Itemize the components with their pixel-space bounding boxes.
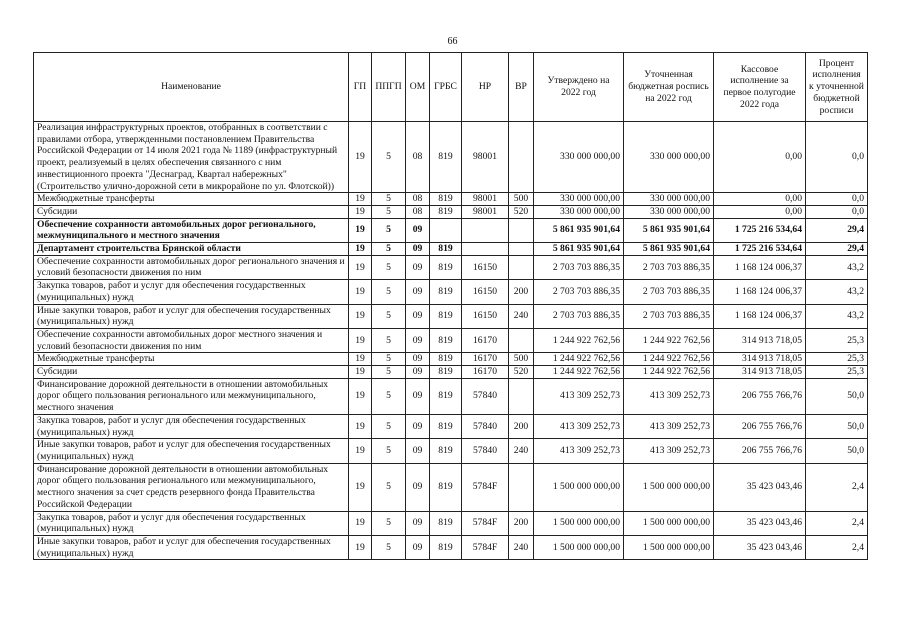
cell-np: 98001 bbox=[462, 205, 509, 218]
cell-refined: 2 703 703 886,35 bbox=[624, 280, 714, 304]
cell-name: Финансирование дорожной деятельности в отношении автомобильных дорог общего пользования регионального или межмуниципального, местного значения bbox=[34, 378, 349, 414]
cell-om: 09 bbox=[406, 439, 430, 463]
cell-refined: 1 500 000 000,00 bbox=[624, 463, 714, 511]
table-row bbox=[34, 535, 868, 559]
cell-om: 09 bbox=[406, 328, 430, 352]
cell-ppgp: 5 bbox=[372, 414, 406, 438]
cell-percent: 25,3 bbox=[806, 366, 868, 379]
cell-cash: 0,00 bbox=[714, 205, 806, 218]
table-row bbox=[34, 511, 868, 535]
cell-approved: 1 244 922 762,56 bbox=[534, 366, 624, 379]
table-row bbox=[34, 378, 868, 414]
header-ppgp: ППГП bbox=[372, 53, 406, 122]
cell-percent: 29,4 bbox=[806, 218, 868, 242]
cell-om: 09 bbox=[406, 511, 430, 535]
cell-gp: 19 bbox=[349, 414, 372, 438]
cell-gp: 19 bbox=[349, 280, 372, 304]
cell-percent: 2,4 bbox=[806, 511, 868, 535]
cell-ppgp: 5 bbox=[372, 328, 406, 352]
cell-gp: 19 bbox=[349, 378, 372, 414]
cell-approved: 1 500 000 000,00 bbox=[534, 463, 624, 511]
cell-refined: 2 703 703 886,35 bbox=[624, 255, 714, 279]
cell-ppgp: 5 bbox=[372, 255, 406, 279]
cell-ppgp: 5 bbox=[372, 366, 406, 379]
cell-np: 98001 bbox=[462, 193, 509, 206]
cell-gp: 19 bbox=[349, 304, 372, 328]
cell-vr bbox=[509, 218, 534, 242]
cell-grbs: 819 bbox=[430, 243, 462, 256]
cell-vr bbox=[509, 463, 534, 511]
cell-grbs: 819 bbox=[430, 205, 462, 218]
cell-ppgp: 5 bbox=[372, 353, 406, 366]
cell-approved: 5 861 935 901,64 bbox=[534, 218, 624, 242]
cell-name: Межбюджетные трансферты bbox=[34, 193, 349, 206]
table-header-row bbox=[34, 53, 868, 122]
cell-ppgp: 5 bbox=[372, 439, 406, 463]
cell-refined: 413 309 252,73 bbox=[624, 378, 714, 414]
cell-refined: 413 309 252,73 bbox=[624, 414, 714, 438]
cell-refined: 413 309 252,73 bbox=[624, 439, 714, 463]
cell-om: 09 bbox=[406, 280, 430, 304]
cell-gp: 19 bbox=[349, 122, 372, 193]
cell-name: Обеспечение сохранности автомобильных дорог регионального, межмуниципального и местного значения bbox=[34, 218, 349, 242]
cell-name: Закупка товаров, работ и услуг для обеспечения государственных (муниципальных) нужд bbox=[34, 280, 349, 304]
cell-np: 98001 bbox=[462, 122, 509, 193]
table-row bbox=[34, 366, 868, 379]
table-row bbox=[34, 328, 868, 352]
cell-grbs: 819 bbox=[430, 439, 462, 463]
cell-grbs: 819 bbox=[430, 255, 462, 279]
cell-refined: 1 244 922 762,56 bbox=[624, 366, 714, 379]
cell-gp: 19 bbox=[349, 439, 372, 463]
cell-grbs: 819 bbox=[430, 304, 462, 328]
cell-grbs: 819 bbox=[430, 414, 462, 438]
cell-vr: 500 bbox=[509, 353, 534, 366]
cell-ppgp: 5 bbox=[372, 205, 406, 218]
cell-name: Обеспечение сохранности автомобильных дорог регионального значения и условий безопасности движения по ним bbox=[34, 255, 349, 279]
cell-ppgp: 5 bbox=[372, 378, 406, 414]
header-gp: ГП bbox=[349, 53, 372, 122]
cell-cash: 1 725 216 534,64 bbox=[714, 243, 806, 256]
cell-approved: 1 244 922 762,56 bbox=[534, 353, 624, 366]
cell-vr: 200 bbox=[509, 414, 534, 438]
cell-ppgp: 5 bbox=[372, 280, 406, 304]
cell-name: Закупка товаров, работ и услуг для обеспечения государственных (муниципальных) нужд bbox=[34, 414, 349, 438]
cell-cash: 206 755 766,76 bbox=[714, 439, 806, 463]
cell-grbs bbox=[430, 218, 462, 242]
cell-gp: 19 bbox=[349, 535, 372, 559]
cell-refined: 330 000 000,00 bbox=[624, 122, 714, 193]
cell-gp: 19 bbox=[349, 353, 372, 366]
cell-percent: 50,0 bbox=[806, 378, 868, 414]
cell-percent: 0,0 bbox=[806, 205, 868, 218]
cell-cash: 35 423 043,46 bbox=[714, 463, 806, 511]
cell-gp: 19 bbox=[349, 366, 372, 379]
cell-om: 09 bbox=[406, 255, 430, 279]
cell-np: 5784F bbox=[462, 463, 509, 511]
cell-name: Иные закупки товаров, работ и услуг для обеспечения государственных (муниципальных) нужд bbox=[34, 535, 349, 559]
cell-grbs: 819 bbox=[430, 463, 462, 511]
cell-approved: 1 244 922 762,56 bbox=[534, 328, 624, 352]
cell-approved: 2 703 703 886,35 bbox=[534, 255, 624, 279]
cell-cash: 314 913 718,05 bbox=[714, 366, 806, 379]
cell-gp: 19 bbox=[349, 218, 372, 242]
cell-refined: 1 500 000 000,00 bbox=[624, 511, 714, 535]
cell-name: Закупка товаров, работ и услуг для обеспечения государственных (муниципальных) нужд bbox=[34, 511, 349, 535]
cell-ppgp: 5 bbox=[372, 193, 406, 206]
cell-np: 5784F bbox=[462, 511, 509, 535]
cell-np: 16170 bbox=[462, 366, 509, 379]
cell-gp: 19 bbox=[349, 193, 372, 206]
cell-vr: 500 bbox=[509, 193, 534, 206]
cell-approved: 413 309 252,73 bbox=[534, 414, 624, 438]
header-vr: ВР bbox=[509, 53, 534, 122]
table-row bbox=[34, 439, 868, 463]
cell-approved: 413 309 252,73 bbox=[534, 378, 624, 414]
cell-grbs: 819 bbox=[430, 511, 462, 535]
cell-percent: 2,4 bbox=[806, 463, 868, 511]
cell-gp: 19 bbox=[349, 328, 372, 352]
cell-grbs: 819 bbox=[430, 535, 462, 559]
cell-percent: 0,0 bbox=[806, 193, 868, 206]
cell-name: Реализация инфраструктурных проектов, отобранных в соответствии с правилами отбора, утвержденными постановлением Правительства Российской Федерации от 14 июля 2021 года № 1189 (инфраструктурный проект, реализуемый в целях обеспечения связанного с ним инвестиционного проекта "Деснаград, Квартал набережных" (Строительство улично-дорожной сети в микрорайоне по ул. Флотской)) bbox=[34, 122, 349, 193]
cell-approved: 2 703 703 886,35 bbox=[534, 280, 624, 304]
cell-cash: 314 913 718,05 bbox=[714, 328, 806, 352]
header-name: Наименование bbox=[34, 53, 349, 122]
cell-ppgp: 5 bbox=[372, 304, 406, 328]
header-np: НР bbox=[462, 53, 509, 122]
cell-om: 09 bbox=[406, 463, 430, 511]
cell-np: 16150 bbox=[462, 280, 509, 304]
cell-vr bbox=[509, 328, 534, 352]
header-grbs: ГРБС bbox=[430, 53, 462, 122]
header-cash: Кассовое исполнение за первое полугодие 2022 года bbox=[714, 53, 806, 122]
cell-cash: 206 755 766,76 bbox=[714, 378, 806, 414]
cell-vr: 240 bbox=[509, 304, 534, 328]
table-row bbox=[34, 463, 868, 511]
cell-cash: 0,00 bbox=[714, 193, 806, 206]
page-number: 66 bbox=[447, 36, 458, 47]
cell-percent: 25,3 bbox=[806, 328, 868, 352]
cell-cash: 206 755 766,76 bbox=[714, 414, 806, 438]
cell-grbs: 819 bbox=[430, 353, 462, 366]
cell-percent: 25,3 bbox=[806, 353, 868, 366]
cell-cash: 1 725 216 534,64 bbox=[714, 218, 806, 242]
cell-om: 09 bbox=[406, 218, 430, 242]
cell-vr bbox=[509, 255, 534, 279]
cell-vr: 240 bbox=[509, 439, 534, 463]
table-row bbox=[34, 193, 868, 206]
cell-gp: 19 bbox=[349, 205, 372, 218]
table-row bbox=[34, 218, 868, 242]
cell-approved: 1 500 000 000,00 bbox=[534, 511, 624, 535]
cell-np: 16150 bbox=[462, 255, 509, 279]
cell-om: 08 bbox=[406, 122, 430, 193]
cell-name: Иные закупки товаров, работ и услуг для обеспечения государственных (муниципальных) нужд bbox=[34, 304, 349, 328]
cell-np: 16170 bbox=[462, 328, 509, 352]
cell-approved: 413 309 252,73 bbox=[534, 439, 624, 463]
cell-name: Межбюджетные трансферты bbox=[34, 353, 349, 366]
cell-cash: 1 168 124 006,37 bbox=[714, 255, 806, 279]
cell-grbs: 819 bbox=[430, 378, 462, 414]
cell-np: 57840 bbox=[462, 378, 509, 414]
table-row bbox=[34, 205, 868, 218]
cell-percent: 0,0 bbox=[806, 122, 868, 193]
cell-ppgp: 5 bbox=[372, 218, 406, 242]
cell-approved: 1 500 000 000,00 bbox=[534, 535, 624, 559]
table-row bbox=[34, 122, 868, 193]
table-row bbox=[34, 414, 868, 438]
cell-refined: 1 244 922 762,56 bbox=[624, 353, 714, 366]
cell-approved: 330 000 000,00 bbox=[534, 122, 624, 193]
cell-approved: 2 703 703 886,35 bbox=[534, 304, 624, 328]
cell-refined: 5 861 935 901,64 bbox=[624, 243, 714, 256]
cell-om: 09 bbox=[406, 378, 430, 414]
header-approved: Утверждено на 2022 год bbox=[534, 53, 624, 122]
table-body bbox=[34, 122, 868, 560]
table-row bbox=[34, 280, 868, 304]
cell-vr bbox=[509, 122, 534, 193]
cell-grbs: 819 bbox=[430, 366, 462, 379]
cell-om: 09 bbox=[406, 243, 430, 256]
cell-ppgp: 5 bbox=[372, 243, 406, 256]
cell-approved: 330 000 000,00 bbox=[534, 205, 624, 218]
cell-vr: 520 bbox=[509, 205, 534, 218]
cell-name: Финансирование дорожной деятельности в отношении автомобильных дорог общего пользования регионального или межмуниципального, местного значения за счет средств резервного фонда Правительства Российской Федерации bbox=[34, 463, 349, 511]
cell-om: 09 bbox=[406, 366, 430, 379]
cell-cash: 314 913 718,05 bbox=[714, 353, 806, 366]
cell-refined: 2 703 703 886,35 bbox=[624, 304, 714, 328]
cell-percent: 29,4 bbox=[806, 243, 868, 256]
table-row bbox=[34, 353, 868, 366]
cell-gp: 19 bbox=[349, 463, 372, 511]
table-row bbox=[34, 255, 868, 279]
cell-om: 09 bbox=[406, 304, 430, 328]
budget-table bbox=[33, 52, 868, 560]
cell-vr: 520 bbox=[509, 366, 534, 379]
cell-om: 09 bbox=[406, 535, 430, 559]
cell-np: 16170 bbox=[462, 353, 509, 366]
cell-refined: 330 000 000,00 bbox=[624, 193, 714, 206]
cell-vr: 240 bbox=[509, 535, 534, 559]
cell-np bbox=[462, 243, 509, 256]
cell-cash: 0,00 bbox=[714, 122, 806, 193]
cell-grbs: 819 bbox=[430, 193, 462, 206]
cell-vr bbox=[509, 378, 534, 414]
cell-name: Субсидии bbox=[34, 366, 349, 379]
cell-ppgp: 5 bbox=[372, 535, 406, 559]
cell-name: Иные закупки товаров, работ и услуг для обеспечения государственных (муниципальных) нужд bbox=[34, 439, 349, 463]
cell-cash: 1 168 124 006,37 bbox=[714, 280, 806, 304]
cell-percent: 2,4 bbox=[806, 535, 868, 559]
cell-cash: 35 423 043,46 bbox=[714, 511, 806, 535]
cell-name: Департамент строительства Брянской области bbox=[34, 243, 349, 256]
cell-grbs: 819 bbox=[430, 328, 462, 352]
cell-grbs: 819 bbox=[430, 280, 462, 304]
cell-om: 09 bbox=[406, 353, 430, 366]
cell-name: Субсидии bbox=[34, 205, 349, 218]
header-refined: Уточненная бюджетная роспись на 2022 год bbox=[624, 53, 714, 122]
cell-approved: 330 000 000,00 bbox=[534, 193, 624, 206]
header-om: ОМ bbox=[406, 53, 430, 122]
cell-om: 08 bbox=[406, 193, 430, 206]
cell-refined: 1 500 000 000,00 bbox=[624, 535, 714, 559]
cell-gp: 19 bbox=[349, 511, 372, 535]
cell-refined: 330 000 000,00 bbox=[624, 205, 714, 218]
cell-percent: 43,2 bbox=[806, 255, 868, 279]
cell-om: 09 bbox=[406, 414, 430, 438]
table-row bbox=[34, 243, 868, 256]
cell-percent: 43,2 bbox=[806, 304, 868, 328]
cell-om: 08 bbox=[406, 205, 430, 218]
cell-ppgp: 5 bbox=[372, 511, 406, 535]
cell-cash: 35 423 043,46 bbox=[714, 535, 806, 559]
cell-np bbox=[462, 218, 509, 242]
cell-vr bbox=[509, 243, 534, 256]
cell-ppgp: 5 bbox=[372, 463, 406, 511]
table-row bbox=[34, 304, 868, 328]
header-percent: Процент исполнения к уточненной бюджетной росписи bbox=[806, 53, 868, 122]
cell-np: 5784F bbox=[462, 535, 509, 559]
cell-gp: 19 bbox=[349, 243, 372, 256]
cell-percent: 50,0 bbox=[806, 439, 868, 463]
cell-name: Обеспечение сохранности автомобильных дорог местного значения и условий безопасности движения по ним bbox=[34, 328, 349, 352]
cell-vr: 200 bbox=[509, 511, 534, 535]
cell-np: 57840 bbox=[462, 414, 509, 438]
cell-percent: 43,2 bbox=[806, 280, 868, 304]
cell-approved: 5 861 935 901,64 bbox=[534, 243, 624, 256]
cell-np: 16150 bbox=[462, 304, 509, 328]
cell-ppgp: 5 bbox=[372, 122, 406, 193]
cell-percent: 50,0 bbox=[806, 414, 868, 438]
cell-gp: 19 bbox=[349, 255, 372, 279]
cell-cash: 1 168 124 006,37 bbox=[714, 304, 806, 328]
cell-vr: 200 bbox=[509, 280, 534, 304]
cell-np: 57840 bbox=[462, 439, 509, 463]
cell-grbs: 819 bbox=[430, 122, 462, 193]
cell-refined: 1 244 922 762,56 bbox=[624, 328, 714, 352]
cell-refined: 5 861 935 901,64 bbox=[624, 218, 714, 242]
